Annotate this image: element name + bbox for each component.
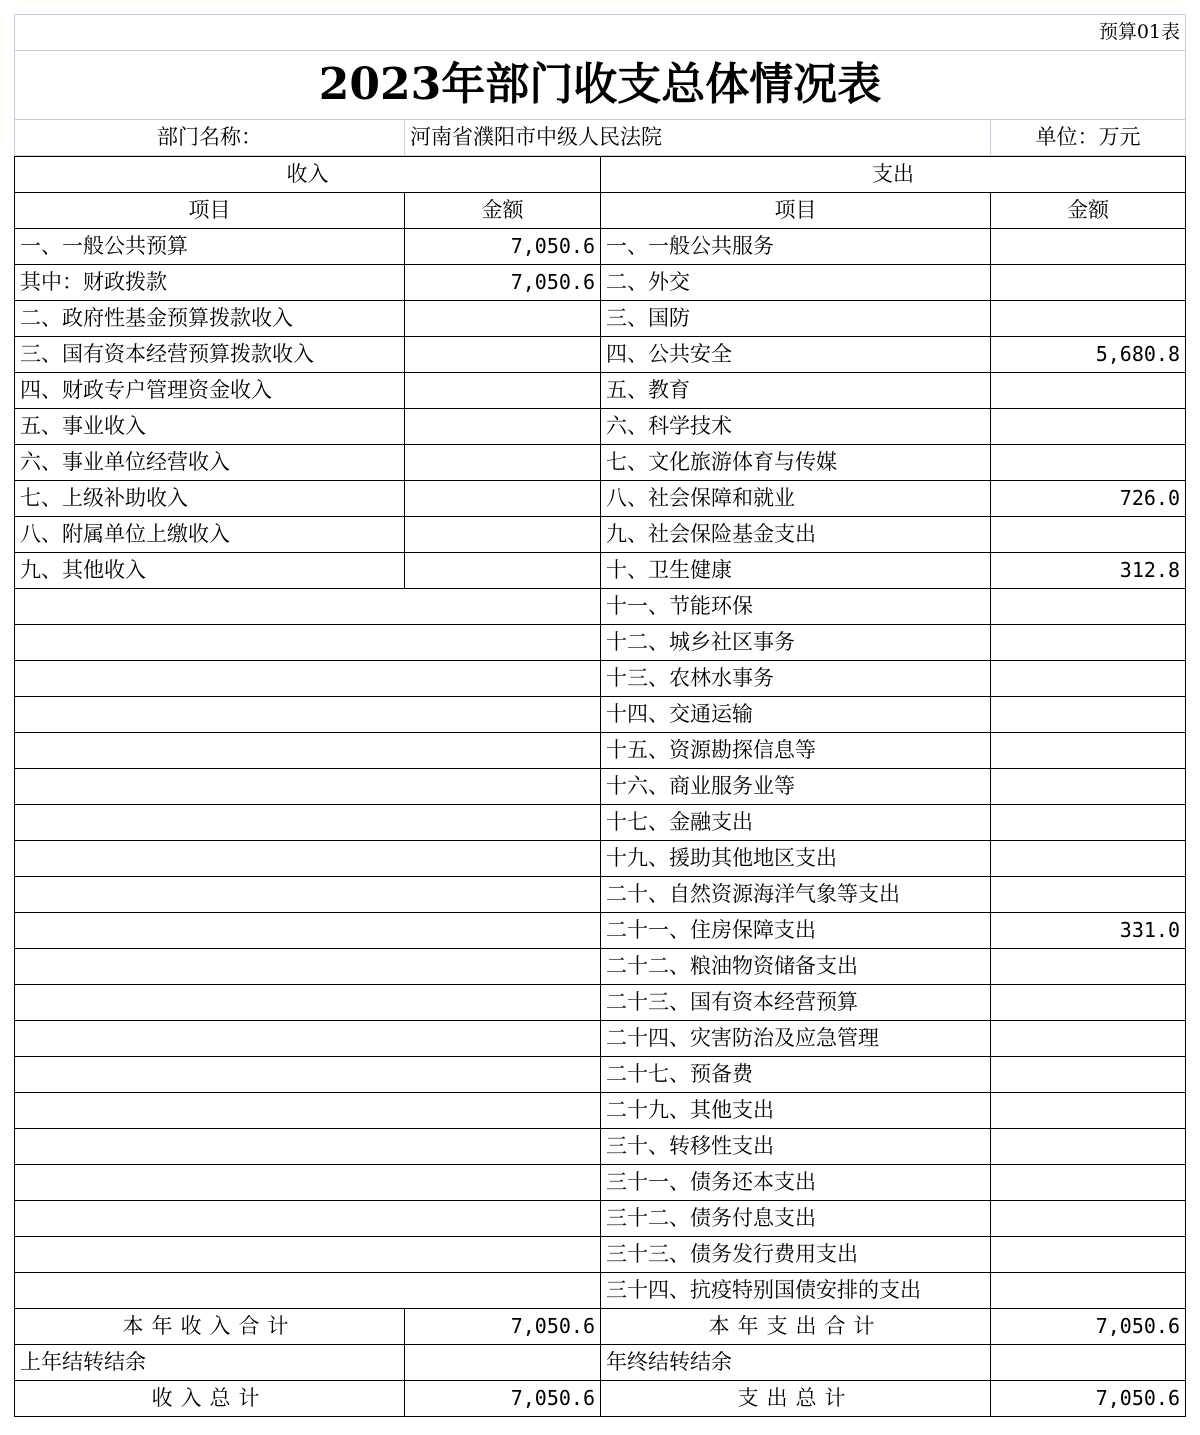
expense-item: 十六、商业服务业等 [601,769,991,805]
expense-amount [991,805,1186,841]
table-row [15,1309,1186,1345]
budget-table [14,156,1186,1417]
income-blank-cell [15,697,601,733]
expense-item: 十四、交通运输 [601,697,991,733]
table-row [15,589,1186,625]
expense-amount [991,769,1186,805]
income-amount [405,373,601,409]
expense-amount [991,1201,1186,1237]
expense-amount: 312.8 [991,553,1186,589]
expense-item: 三十一、债务还本支出 [601,1165,991,1201]
expense-amount [991,661,1186,697]
table-row [15,733,1186,769]
table-row [15,1201,1186,1237]
carryover-in-label: 上年结转结余 [15,1345,405,1381]
carryover-out-label: 年终结转结余 [601,1345,991,1381]
expense-amount: 331.0 [991,913,1186,949]
income-blank-cell [15,913,601,949]
expense-amount [991,949,1186,985]
expense-amount [991,301,1186,337]
income-blank-cell [15,1237,601,1273]
expense-header: 支出 [601,157,1186,193]
income-blank-cell [15,769,601,805]
budget-sheet [14,14,1185,1417]
table-row [15,1273,1186,1309]
expense-amount [991,589,1186,625]
income-blank-cell [15,1273,601,1309]
table-row [15,1129,1186,1165]
expense-amount [991,445,1186,481]
income-total-label: 收入总计 [15,1381,405,1417]
expense-item: 二十、自然资源海洋气象等支出 [601,877,991,913]
income-item: 二、政府性基金预算拨款收入 [15,301,405,337]
table-row [15,229,1186,265]
expense-amount [991,409,1186,445]
table-row [15,1057,1186,1093]
expense-item: 二、外交 [601,265,991,301]
income-item: 四、财政专户管理资金收入 [15,373,405,409]
expense-item-header: 项目 [601,193,991,229]
expense-amount [991,1021,1186,1057]
table-row [15,625,1186,661]
table-row [15,985,1186,1021]
form-number: 预算01表 [15,15,1186,51]
table-row [15,481,1186,517]
income-blank-cell [15,625,601,661]
income-blank-cell [15,661,601,697]
expense-amount [991,1057,1186,1093]
income-total-amount: 7,050.6 [405,1381,601,1417]
expense-item: 十七、金融支出 [601,805,991,841]
expense-total-amount: 7,050.6 [991,1381,1186,1417]
income-blank-cell [15,877,601,913]
table-row [15,1345,1186,1381]
carryover-in-amount [405,1345,601,1381]
expense-item: 四、公共安全 [601,337,991,373]
table-row [15,301,1186,337]
expense-item: 十三、农林水事务 [601,661,991,697]
expense-item: 七、文化旅游体育与传媒 [601,445,991,481]
year-expense-amount: 7,050.6 [991,1309,1186,1345]
income-item: 其中：财政拨款 [15,265,405,301]
table-row [15,517,1186,553]
income-amount [405,517,601,553]
income-amount [405,337,601,373]
expense-amount [991,1273,1186,1309]
expense-item: 八、社会保障和就业 [601,481,991,517]
table-row [15,661,1186,697]
table-row [15,445,1186,481]
income-item: 七、上级补助收入 [15,481,405,517]
department-label: 部门名称： [15,120,405,156]
expense-amount [991,877,1186,913]
income-blank-cell [15,1021,601,1057]
income-amount-header: 金额 [405,193,601,229]
income-amount [405,553,601,589]
expense-item: 三、国防 [601,301,991,337]
income-blank-cell [15,1201,601,1237]
table-row [15,337,1186,373]
income-header: 收入 [15,157,601,193]
income-amount [405,445,601,481]
income-amount [405,409,601,445]
expense-item: 二十一、住房保障支出 [601,913,991,949]
income-blank-cell [15,1093,601,1129]
expense-item: 二十九、其他支出 [601,1093,991,1129]
income-item-header: 项目 [15,193,405,229]
expense-item: 十一、节能环保 [601,589,991,625]
expense-amount [991,1129,1186,1165]
table-row [15,1237,1186,1273]
table-row [15,265,1186,301]
table-row [15,1093,1186,1129]
table-row [15,373,1186,409]
expense-amount [991,841,1186,877]
income-item: 八、附属单位上缴收入 [15,517,405,553]
page-title: 2023年部门收支总体情况表 [15,51,1186,120]
expense-item: 十二、城乡社区事务 [601,625,991,661]
income-blank-cell [15,589,601,625]
expense-amount [991,373,1186,409]
income-blank-cell [15,949,601,985]
department-name: 河南省濮阳市中级人民法院 [405,120,991,156]
table-row [15,1165,1186,1201]
year-income-label: 本年收入合计 [15,1309,405,1345]
year-income-amount: 7,050.6 [405,1309,601,1345]
unit-label: 单位：万元 [991,120,1186,156]
expense-amount: 726.0 [991,481,1186,517]
expense-item: 二十三、国有资本经营预算 [601,985,991,1021]
table-row [15,1021,1186,1057]
income-item: 九、其他收入 [15,553,405,589]
carryover-out-amount [991,1345,1186,1381]
income-blank-cell [15,985,601,1021]
expense-amount-header: 金额 [991,193,1186,229]
expense-item: 三十、转移性支出 [601,1129,991,1165]
expense-amount [991,265,1186,301]
income-amount [405,301,601,337]
income-blank-cell [15,805,601,841]
expense-item: 二十四、灾害防治及应急管理 [601,1021,991,1057]
table-body [15,229,1186,1309]
income-blank-cell [15,1129,601,1165]
expense-amount [991,1237,1186,1273]
income-item: 六、事业单位经营收入 [15,445,405,481]
expense-amount [991,1093,1186,1129]
expense-item: 十五、资源勘探信息等 [601,733,991,769]
expense-item: 一、一般公共服务 [601,229,991,265]
sheet-header [14,14,1186,156]
table-row [15,841,1186,877]
income-amount: 7,050.6 [405,229,601,265]
income-amount [405,481,601,517]
table-row [15,769,1186,805]
expense-total-label: 支出总计 [601,1381,991,1417]
expense-item: 二十七、预备费 [601,1057,991,1093]
expense-item: 十、卫生健康 [601,553,991,589]
expense-amount [991,517,1186,553]
expense-amount [991,697,1186,733]
expense-amount [991,985,1186,1021]
expense-amount [991,1165,1186,1201]
income-blank-cell [15,1165,601,1201]
table-row [15,697,1186,733]
expense-item: 三十三、债务发行费用支出 [601,1237,991,1273]
expense-amount [991,229,1186,265]
expense-amount: 5,680.8 [991,337,1186,373]
expense-item: 三十四、抗疫特别国债安排的支出 [601,1273,991,1309]
table-row [15,1381,1186,1417]
income-item: 一、一般公共预算 [15,229,405,265]
expense-item: 五、教育 [601,373,991,409]
table-row [15,877,1186,913]
table-row [15,553,1186,589]
income-blank-cell [15,1057,601,1093]
expense-item: 三十二、债务付息支出 [601,1201,991,1237]
expense-item: 二十二、粮油物资储备支出 [601,949,991,985]
year-expense-label: 本年支出合计 [601,1309,991,1345]
expense-item: 九、社会保险基金支出 [601,517,991,553]
income-item: 三、国有资本经营预算拨款收入 [15,337,405,373]
table-row [15,409,1186,445]
income-amount: 7,050.6 [405,265,601,301]
income-item: 五、事业收入 [15,409,405,445]
table-row [15,913,1186,949]
table-row [15,949,1186,985]
expense-item: 十九、援助其他地区支出 [601,841,991,877]
expense-item: 六、科学技术 [601,409,991,445]
table-row [15,805,1186,841]
income-blank-cell [15,733,601,769]
expense-amount [991,625,1186,661]
income-blank-cell [15,841,601,877]
expense-amount [991,733,1186,769]
